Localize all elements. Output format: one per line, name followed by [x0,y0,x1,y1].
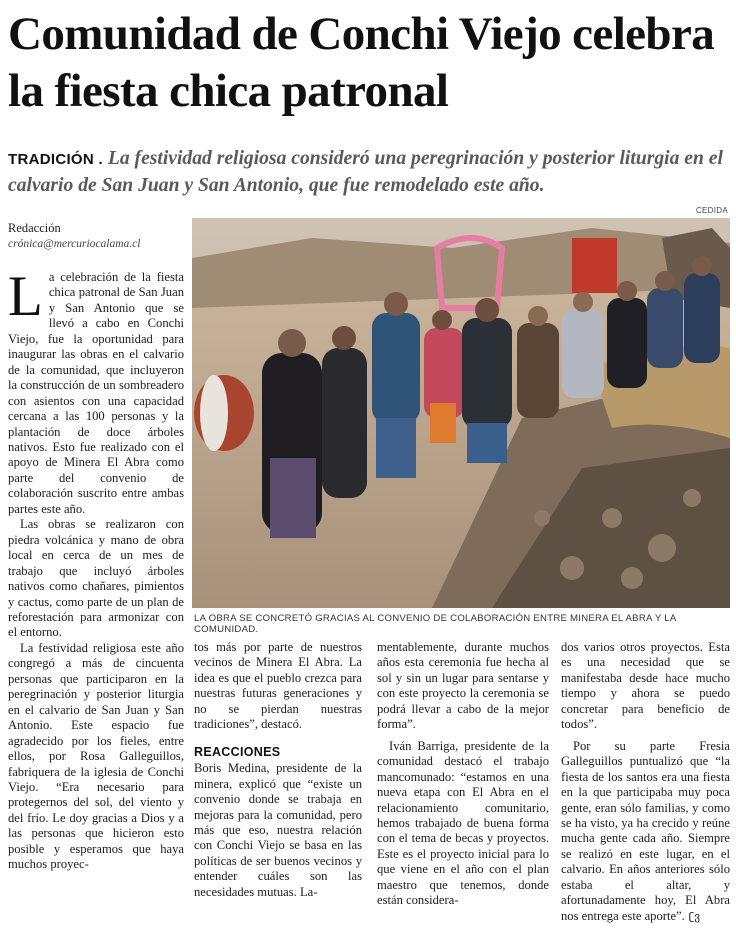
headline: Comunidad de Conchi Viejo celebra la fiesta chica patronal [8,8,715,117]
paragraph-3: La festividad religiosa este año congregó a más de cincuenta personas que participaron en la peregrinación y posterior liturgia en el calvario de San Juan y San Antonio. Este espacio fue agradecido por los fieles, entre ellos, por Rosa Galleguillos, fabriquera de la iglesia de Conchi Viejo. “Era necesario para protegernos del sol, del viento y del frío. Le doy gracias a Dios y a las personas que hicieron esto posible y esperamos que haya muchos proyec- [8,640,184,872]
paragraph-1: La celebración de la fiesta chica patronal de San Juan y San Antonio que se llevó a cabo en Conchi Viejo, fue la oportunidad para inaugurar las obras en el calvario de la comunidad, que incluyeron la construcción de un sombreadero con asientos con una capacidad cercana a las 100 personas y la plantación de doce árboles nativos. Esto fue realizado con el apoyo de Minera El Abra como parte del convenio de colaboración suscrito entre ambas partes este año. [8,265,184,516]
paragraph-6: mentablemente, durante muchos años esta ceremonia fue hecha al sol y sin un lugar para sentarse y con este proyecto la ceremonia se podrá llevar a cabo de la mejor forma”. [377,640,549,732]
subhead-reacciones: REACCIONES [194,744,281,759]
paragraph-4: tos más por parte de nuestros vecinos de Minera El Abra. La idea es que el pueblo crezca para nuestras futuras generaciones y no se pierdan nuestras tradiciones”, destacó. [194,640,362,732]
article-photo [192,218,730,608]
paragraph-2: Las obras se realizaron con piedra volcánica y mano de obra local en cerca de un mes de trabajo que incluyó árboles nativos como chañares, pimientos y cactus, como parte de un plan de reforestación para armonizar con el entorno. [8,517,184,640]
photo-caption: LA OBRA SE CONCRETÓ GRACIAS AL CONVENIO DE COLABORACIÓN ENTRE MINERA EL ABRA Y LA COMUNIDAD. [194,613,676,635]
photo-credit: CEDIDA [695,206,728,215]
end-mark-icon: ʗვ [688,909,701,923]
column-2 [194,640,362,900]
article-dek [8,146,728,199]
paragraph-5: Boris Medina, presidente de la minera, explicó que “existe un convenio donde se trabaja en mejoras para la comunidad, pero más que eso, nuestra relación con Conchi Viejo se basa en las políticas de ser buenos vecinos y entender cuáles son las necesidades mutuas. La- [194,761,362,899]
paragraph-7: Iván Barriga, presidente de la comunidad destacó el trabajo mancomunado: “estamos en una nueva etapa con El Abra en el relacionamiento comunitario, hemos trabajado de buena forma con el tema de becas y proyectos. Este es el proyecto inicial para lo que viene en el año con el plan maestro que tenemos, donde están considera- [377,738,549,908]
procession-photo-illustration [192,218,730,608]
paragraph-8: dos varios otros proyectos. Esta es una necesidad que se manifestaba desde hace mucho tiempo y ahora se puedo concretar para beneficio de todos”. [561,640,730,732]
byline [8,221,188,250]
column-1 [8,265,184,873]
paragraph-9: Por su parte Fresia Galleguillos puntualizó que “la fiesta de los santos era una fiesta en la que participaba muy poca gente, eran sólo familias, y como se ha visto, ya ha crecido y reúne mucha gente cada año. Siempre se realizó en este lugar, en el calvario. En años anteriores sólo estaba el altar, y afortunadamente hoy, El Abra nos entrega este aporte”. ʗვ [561,738,730,923]
author-email: crónica@mercuriocalama.cl [8,238,141,250]
dek-text: La festividad religiosa consideró una peregrinación y posterior liturgia en el calvario de San Juan y San Antonio, que fue remodelado este año. [8,148,723,196]
kicker: TRADICIÓN . [8,151,103,168]
author: Redacción [8,221,61,235]
drop-cap: L [8,265,43,328]
column-3 [377,640,549,909]
column-4 [561,640,730,924]
